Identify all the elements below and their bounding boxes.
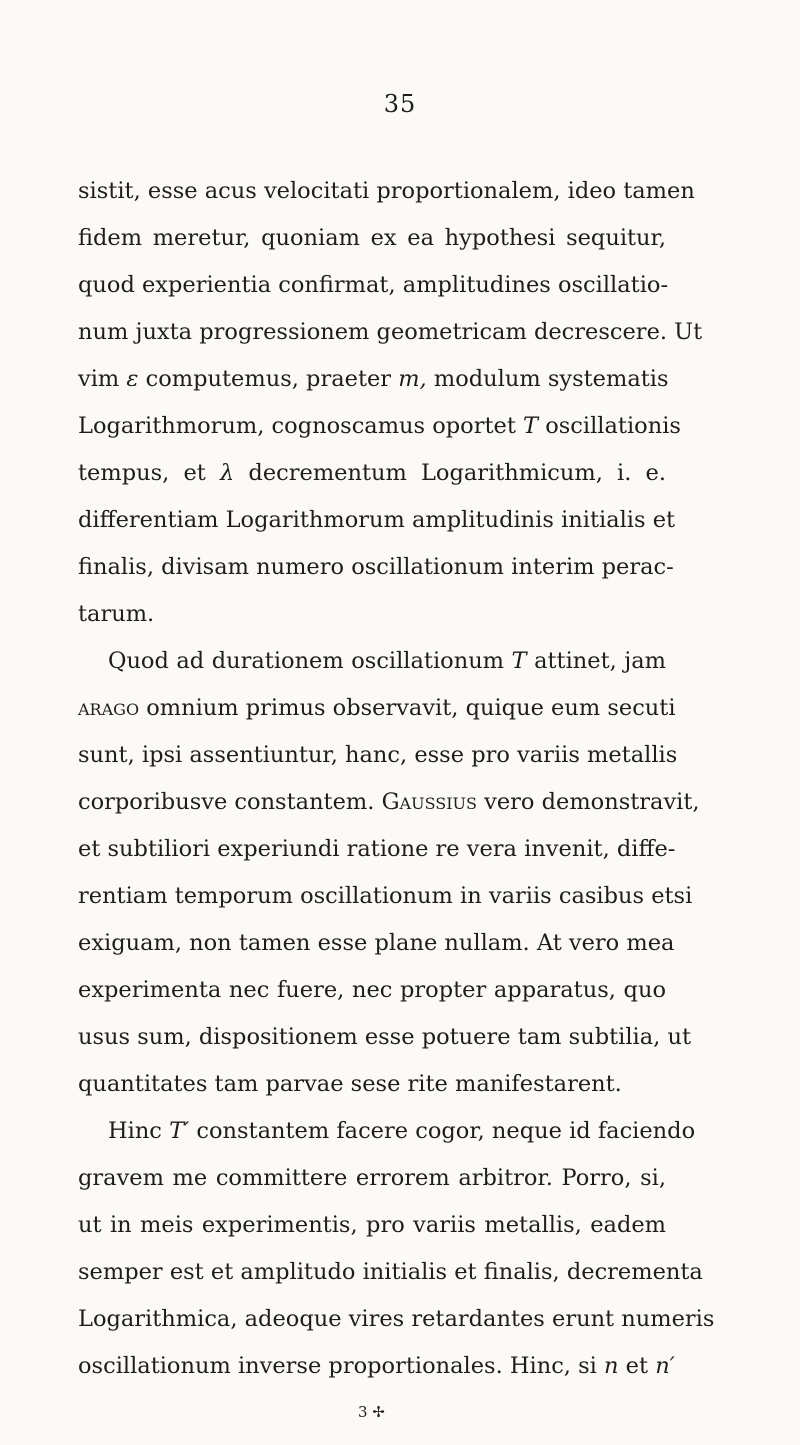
text-span: attinet, jam [534, 648, 667, 674]
t-symbol: T [523, 413, 539, 439]
text-line [78, 1343, 675, 1390]
text-line [78, 1108, 696, 1155]
page-number: 35 [383, 90, 417, 118]
text-line [78, 638, 666, 685]
text-span: decrementum Logarithmicum, i. e. [248, 460, 667, 486]
word: vim [78, 366, 120, 392]
signature-mark: 3 ✢ [358, 1403, 385, 1421]
text-span: Quod ad durationem oscillationum [108, 648, 505, 674]
text-span: corporibusve constantem. [78, 789, 375, 815]
text-line: et subtiliori experiundi ratione re vera invenit, diffe- [78, 836, 676, 862]
text-line: finalis, divisam numero oscillationum interim perac- [78, 554, 674, 580]
text-span: computemus, praeter [145, 366, 392, 392]
t-prime-symbol: T′ [169, 1118, 190, 1144]
text-line: fidem meretur, quoniam ex ea hypothesi sequitur, [78, 225, 666, 251]
text-line [78, 450, 666, 497]
text-line [78, 356, 669, 403]
text-span: oscillationis [545, 413, 681, 439]
text-line [78, 779, 700, 826]
body-text [78, 168, 715, 1390]
text-span: Hinc [108, 1118, 162, 1144]
text-line: semper est et amplitudo initialis et finalis, decrementa [78, 1259, 703, 1285]
text-line: Logarithmica, adeoque vires retardantes erunt numeris [78, 1306, 715, 1332]
text-span: Logarithmorum, cognoscamus oportet [78, 413, 516, 439]
text-span: constantem facere cogor, neque id faciendo [196, 1118, 696, 1144]
text-line: sistit, esse acus velocitati proportionalem, ideo tamen [78, 178, 695, 204]
text-line: ut in meis experimentis, pro variis metallis, eadem [78, 1212, 666, 1238]
text-span: et [625, 1353, 649, 1379]
text-span: modulum systematis [433, 366, 669, 392]
text-line: num juxta progressionem geometricam decrescere. Ut [78, 319, 703, 345]
text-line [78, 685, 676, 732]
text-line: usus sum, dispositionem esse potuere tam subtilia, ut [78, 1024, 691, 1050]
text-span: omnium primus observavit, quique eum secuti [146, 695, 676, 721]
name-arago: arago [78, 695, 140, 721]
text-line: exiguam, non tamen esse plane nullam. At vero mea [78, 930, 675, 956]
text-line: quod experientia confirmat, amplitudines oscillatio- [78, 272, 669, 298]
text-line: differentiam Logarithmorum amplitudinis initialis et [78, 507, 676, 533]
epsilon-symbol: ε [126, 366, 139, 392]
text-line: tarum. [78, 601, 155, 627]
m-symbol: m, [398, 366, 427, 392]
t-symbol: T [511, 648, 527, 674]
text-line: quantitates tam parvae sese rite manifestarent. [78, 1071, 622, 1097]
n-prime-symbol: n′ [655, 1353, 675, 1379]
name-gaussius: Gaussius [381, 789, 477, 815]
lambda-symbol: λ [219, 460, 235, 486]
text-line [78, 403, 681, 450]
text-line: experimenta nec fuere, nec propter apparatus, quo [78, 977, 666, 1003]
n-symbol: n [604, 1353, 619, 1379]
text-line: gravem me committere errorem arbitror. Porro, si, [78, 1165, 666, 1191]
text-span: oscillationum inverse proportionales. Hinc, si [78, 1353, 597, 1379]
text-span: vero demonstravit, [484, 789, 700, 815]
text-span: tempus, et [78, 460, 206, 486]
text-line: rentiam temporum oscillationum in variis casibus etsi [78, 883, 693, 909]
text-line: sunt, ipsi assentiuntur, hanc, esse pro variis metallis [78, 742, 678, 768]
